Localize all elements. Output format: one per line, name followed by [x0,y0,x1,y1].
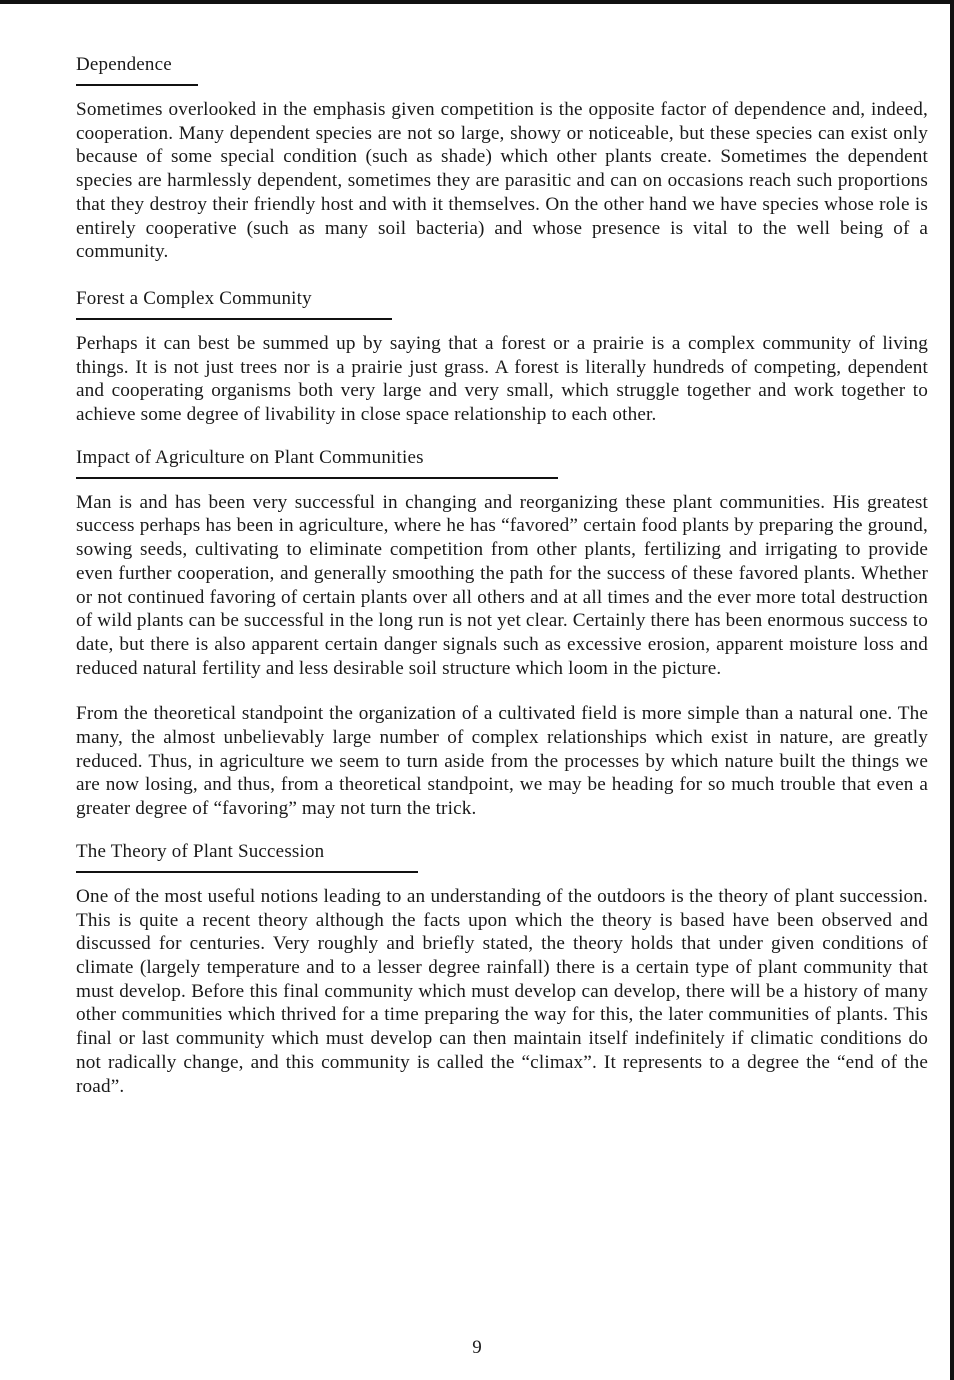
page-number: 9 [472,1337,482,1358]
section-dependence [76,52,928,264]
paragraph: Perhaps it can best be summed up by saying that a forest or a prairie is a complex community of living things. It is not just trees nor is a prairie just grass. A forest is literally hundreds of competing, dependent and cooperating organisms both very large and very small, which struggle together and work together to achieve some degree of livability in close space relationship to each other. [76,332,928,426]
top-border [0,0,954,4]
paragraph: One of the most useful notions leading to an understanding of the outdoors is the theory of plant succession. This is quite a recent theory although the facts upon which the theory is based have been observed and discussed for centuries. Very roughly and briefly stated, the theory holds that under given conditions of climate (largely temperature and to a lesser degree rainfall) there is a certain type of plant community that must develop. Before this final community which must develop can develop, there will be a history of many other communities which thrived for a time preparing the way for this, the later communities of plants. This final or last community which must develop can then maintain itself indefinitely if climatic conditions do not radically change, and this community is called the “climax”. It represents to a degree the “end of the road”. [76,885,928,1097]
heading-underline [76,871,418,873]
paragraph: From the theoretical standpoint the organization of a cultivated field is more simple than a natural one. The many, the almost unbelievably large number of complex relationships which exist in nature, are greatly reduced. Thus, in agriculture we seem to turn aside from the processes by which nature built the things we are now losing, and thus, from a theoretical standpoint, we may be heading for so much trouble that even a greater degree of “favoring” may not turn the trick. [76,703,928,820]
section-heading: Impact of Agriculture on Plant Communities [76,446,424,468]
section-heading: Dependence [76,54,172,75]
paragraph: Man is and has been very successful in changing and reorganizing these plant communities. His greatest success perhaps has been in agriculture, where he has “favored” certain food plants by preparing the ground, sowing seeds, cultivating to eliminate competition from other plants, fertilizing and irrigating to provide even further cooperation, and generally smoothing the path for the success of these favored plants. Whether or not continued favoring of certain plants over all others and at all times and the ever more total destruction of wild plants can be successful in the long run is not yet clear. Certainly there has been enormous success to date, but there is also apparent certain danger signals such as excessive erosion, apparent moisture loss and reduced natural fertility and less desirable soil structure which loom in the picture. [76,491,928,679]
heading-underline [76,477,558,479]
section-forest-complex-community [76,286,928,427]
heading-underline [76,318,392,320]
section-heading: The Theory of Plant Succession [76,840,325,862]
paragraph: Sometimes overlooked in the emphasis given competition is the opposite factor of dependence and, indeed, cooperation. Many dependent species are not so large, showy or noticeable, but these species can exist only because of some special condition (such as shade) which other plants create. Sometimes the dependent species are harmlessly dependent, sometimes they are parasitic and can on occasions reach such proportions that they destroy their friendly host and with it themselves. On the other hand we have species whose role is entirely cooperative (such as many soil bacteria) and whose presence is vital to the well being of a community. [76,99,928,263]
section-impact-of-agriculture [76,445,928,821]
right-border [950,0,954,1380]
heading-underline [76,84,198,86]
document-page [76,52,928,1098]
section-heading: Forest a Complex Community [76,287,312,309]
section-plant-succession [76,839,928,1098]
